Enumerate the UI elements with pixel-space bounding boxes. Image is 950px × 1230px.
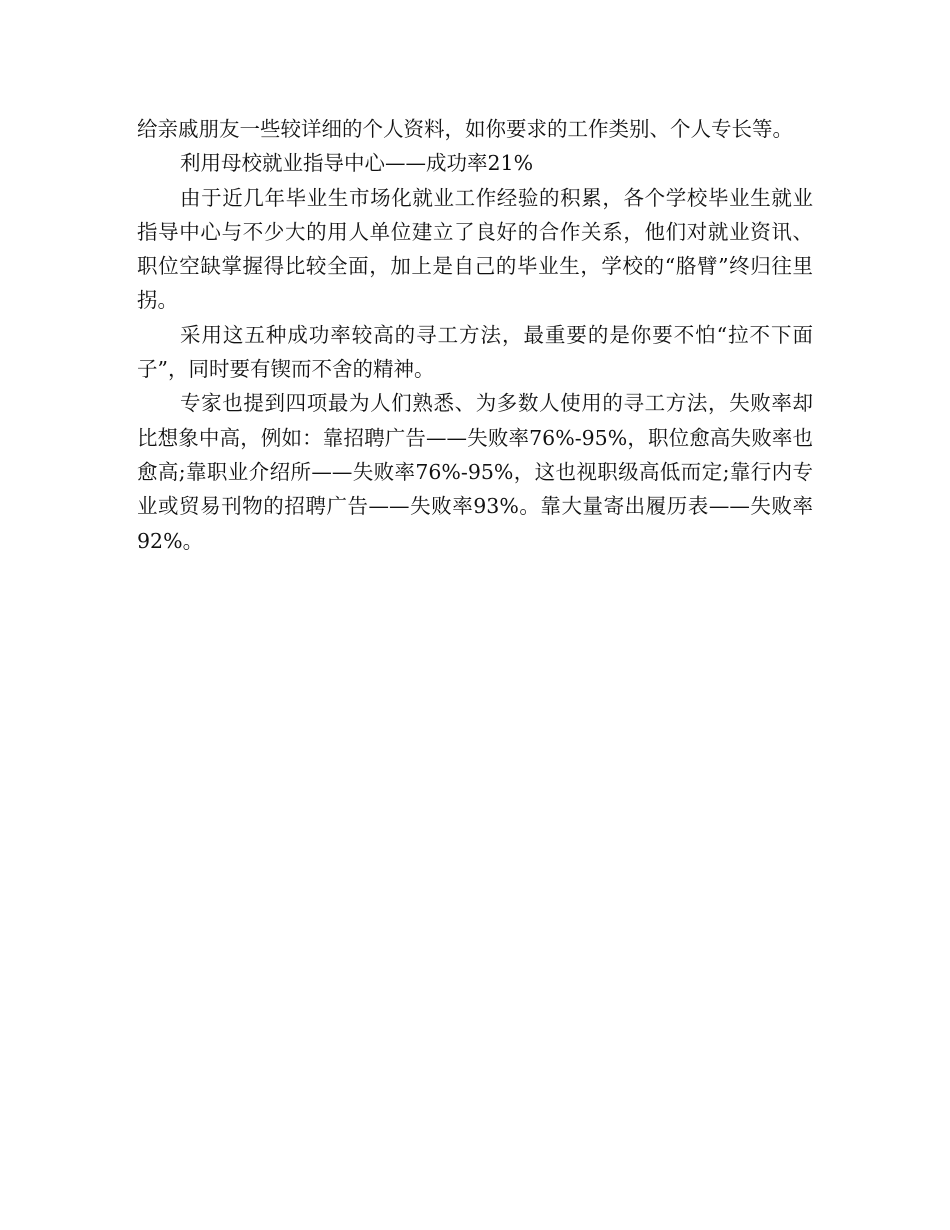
paragraph-alma-mater-heading: 利用母校就业指导中心——成功率21% [180, 151, 534, 176]
paragraph-alma-mater-detail: 由于近几年毕业生市场化就业工作经验的积累，各个学校毕业生就业指导中心与不少大的用人单位建立了良好的合作关系，他们对就业资讯、职位空缺掌握得比较全面，加上是自己的毕业生，学校的“胳臂”终归往里拐。 [137, 185, 813, 313]
paragraph-failure-rates: 专家也提到四项最为人们熟悉、为多数人使用的寻工方法，失败率却比想象中高，例如：靠招聘广告——失败率76%-95%，职位愈高失败率也愈高;靠职业介绍所——失败率76%-95%，这也视职级高低而定;靠行内专业或贸易刊物的招聘广告——失败率93%。靠大量寄出履历表——失败率92%。 [137, 391, 813, 553]
paragraph-five-methods: 采用这五种成功率较高的寻工方法，最重要的是你要不怕“拉不下面子”，同时要有锲而不舍的精神。 [137, 322, 813, 382]
paragraph-relatives-info: 给亲戚朋友一些较详细的个人资料，如你要求的工作类别、个人专长等。 [137, 117, 793, 141]
document-body [137, 112, 813, 558]
